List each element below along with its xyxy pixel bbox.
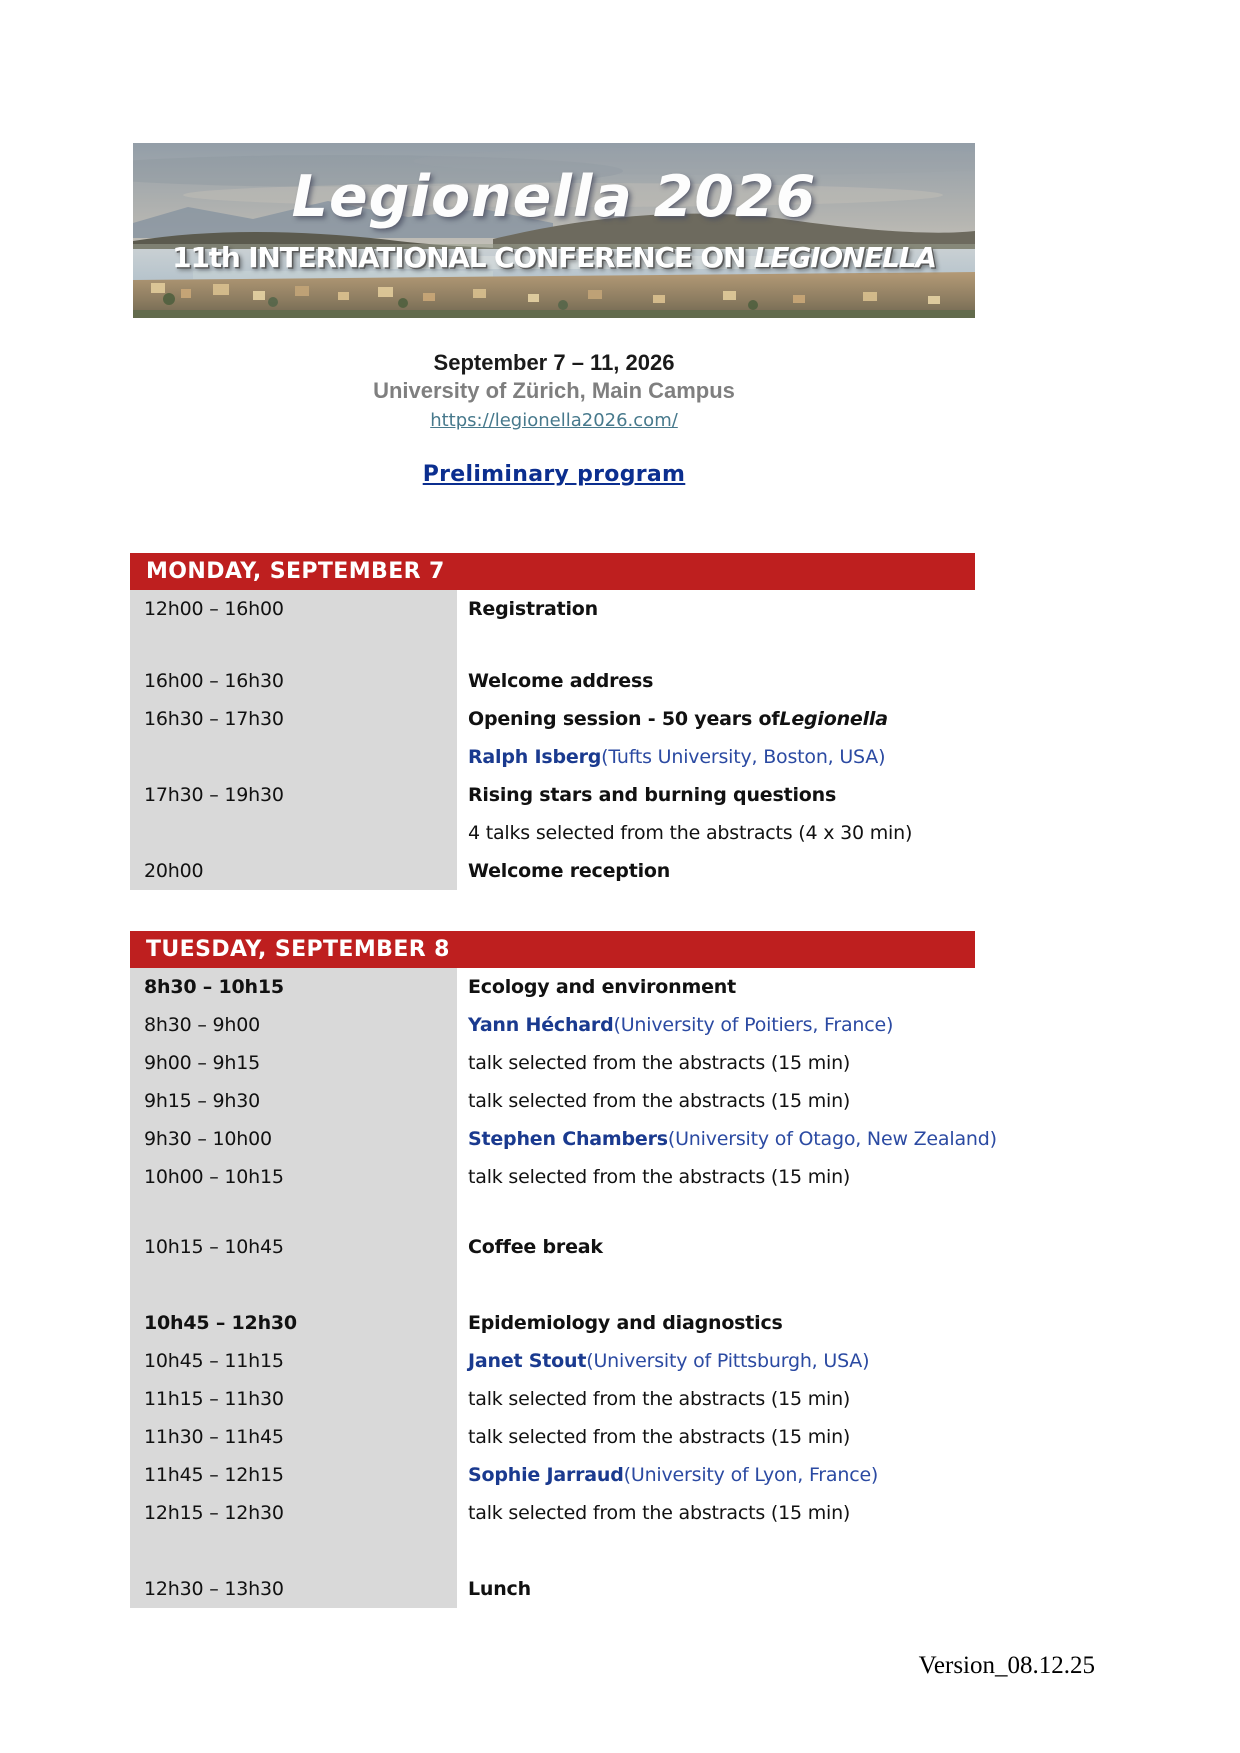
schedule-row: [130, 1418, 975, 1456]
session-cell: [457, 662, 975, 700]
session-cell: [457, 628, 975, 662]
speaker-affiliation: (Tufts University, Boston, USA): [601, 746, 886, 768]
intro-block: [133, 349, 975, 433]
session-text: Welcome address: [468, 670, 654, 692]
time-cell: 10h45 – 12h30: [130, 1304, 457, 1342]
spacer-row: [130, 628, 975, 662]
session-text: Rising stars and burning questions: [468, 784, 837, 806]
session-cell: [457, 776, 975, 814]
time-cell: [130, 1532, 457, 1570]
schedule-row: [130, 662, 975, 700]
time-cell: 16h30 – 17h30: [130, 700, 457, 738]
speaker-name: Stephen Chambers: [468, 1128, 668, 1150]
day-table-monday: [130, 553, 975, 890]
time-cell: 11h45 – 12h15: [130, 1456, 457, 1494]
schedule-row: [130, 1456, 975, 1494]
session-cell: [457, 1006, 975, 1044]
time-cell: 10h00 – 10h15: [130, 1158, 457, 1196]
session-cell: [457, 1494, 975, 1532]
session-text: talk selected from the abstracts (15 min): [468, 1090, 851, 1112]
time-cell: 8h30 – 9h00: [130, 1006, 457, 1044]
banner-title: Legionella 2026: [291, 164, 817, 230]
banner-subtitle-italic: LEGIONELLA: [753, 241, 936, 274]
schedule-row: [130, 1120, 997, 1158]
session-cell: [457, 852, 975, 890]
schedule-row: [130, 852, 975, 890]
session-cell: [457, 1380, 975, 1418]
speaker-affiliation: (University of Poitiers, France): [613, 1014, 894, 1036]
time-cell: [130, 738, 457, 776]
time-cell: 9h15 – 9h30: [130, 1082, 457, 1120]
conference-venue: University of Zürich, Main Campus: [373, 378, 735, 403]
schedule-row: [130, 1082, 975, 1120]
session-cell: [457, 1570, 975, 1608]
program-title: Preliminary program: [422, 462, 686, 487]
time-cell: [130, 814, 457, 852]
spacer-row: [130, 1196, 975, 1228]
schedule-row: [130, 1380, 975, 1418]
session-cell: [457, 738, 975, 776]
time-cell: [130, 628, 457, 662]
conference-banner: [133, 143, 975, 318]
schedule-row: [130, 590, 975, 628]
schedule-row: [130, 1158, 975, 1196]
speaker-affiliation: (University of Otago, New Zealand): [667, 1128, 997, 1150]
speaker-affiliation: (University of Lyon, France): [623, 1464, 879, 1486]
schedule-row: [130, 814, 975, 852]
session-cell: [457, 1120, 997, 1158]
session-text: Legionella: [779, 708, 888, 730]
schedule-row: [130, 1342, 975, 1380]
session-text: talk selected from the abstracts (15 min): [468, 1166, 851, 1188]
time-cell: 10h15 – 10h45: [130, 1228, 457, 1266]
session-cell: [457, 1228, 975, 1266]
session-text: talk selected from the abstracts (15 min): [468, 1502, 851, 1524]
session-cell: [457, 700, 975, 738]
day-header-monday: MONDAY, SEPTEMBER 7: [130, 553, 975, 590]
speaker-name: Janet Stout: [468, 1350, 587, 1372]
session-text: talk selected from the abstracts (15 min): [468, 1426, 851, 1448]
schedule-row: [130, 738, 975, 776]
session-cell: [457, 814, 975, 852]
session-text: 4 talks selected from the abstracts (4 x 30 min): [468, 822, 913, 844]
time-cell: [130, 1196, 457, 1228]
schedule-row: [130, 1044, 975, 1082]
speaker-affiliation: (University of Pittsburgh, USA): [586, 1350, 870, 1372]
session-cell: [457, 968, 975, 1006]
time-cell: 9h00 – 9h15: [130, 1044, 457, 1082]
session-cell: [457, 1532, 975, 1570]
time-cell: 20h00: [130, 852, 457, 890]
time-cell: 12h00 – 16h00: [130, 590, 457, 628]
session-text: Coffee break: [468, 1236, 603, 1258]
speaker-name: Yann Héchard: [468, 1014, 614, 1036]
time-cell: 9h30 – 10h00: [130, 1120, 457, 1158]
time-cell: [130, 1266, 457, 1304]
session-text: Welcome reception: [468, 860, 671, 882]
schedule-row: [130, 1006, 975, 1044]
schedule-row: [130, 1570, 975, 1608]
session-text: Lunch: [468, 1578, 531, 1600]
schedule-row: [130, 968, 975, 1006]
schedule-row: [130, 1494, 975, 1532]
speaker-name: Sophie Jarraud: [468, 1464, 624, 1486]
session-cell: [457, 1342, 975, 1380]
session-text: Epidemiology and diagnostics: [468, 1312, 783, 1334]
session-text: Ecology and environment: [468, 976, 736, 998]
time-cell: 12h15 – 12h30: [130, 1494, 457, 1532]
time-cell: 8h30 – 10h15: [130, 968, 457, 1006]
version-footer: Version_08.12.25: [918, 1652, 1095, 1679]
session-cell: [457, 1196, 975, 1228]
conference-url-link[interactable]: https://legionella2026.com/: [430, 410, 678, 431]
schedule-row: [130, 1304, 975, 1342]
spacer-row: [130, 1532, 975, 1570]
session-cell: [457, 1304, 975, 1342]
banner-subtitle: [133, 242, 975, 274]
schedule-row: [130, 776, 975, 814]
time-cell: 11h30 – 11h45: [130, 1418, 457, 1456]
session-cell: [457, 1044, 975, 1082]
spacer-row: [130, 1266, 975, 1304]
program-title-wrap: [133, 462, 975, 488]
session-cell: [457, 590, 975, 628]
session-cell: [457, 1082, 975, 1120]
day-table-tuesday: [130, 931, 997, 1608]
schedule-row: [130, 1228, 975, 1266]
session-cell: [457, 1158, 975, 1196]
session-text: talk selected from the abstracts (15 min): [468, 1388, 851, 1410]
session-cell: [457, 1266, 975, 1304]
banner-subtitle-prefix: 11th INTERNATIONAL CONFERENCE ON: [172, 241, 754, 274]
conference-dates: September 7 – 11, 2026: [433, 350, 675, 375]
session-text: talk selected from the abstracts (15 min): [468, 1052, 851, 1074]
time-cell: 11h15 – 11h30: [130, 1380, 457, 1418]
time-cell: 12h30 – 13h30: [130, 1570, 457, 1608]
time-cell: 17h30 – 19h30: [130, 776, 457, 814]
session-cell: [457, 1456, 975, 1494]
session-cell: [457, 1418, 975, 1456]
time-cell: 10h45 – 11h15: [130, 1342, 457, 1380]
day-header-tuesday: TUESDAY, SEPTEMBER 8: [130, 931, 975, 968]
speaker-name: Ralph Isberg: [468, 746, 602, 768]
time-cell: 16h00 – 16h30: [130, 662, 457, 700]
schedule-row: [130, 700, 975, 738]
session-text: Registration: [468, 598, 598, 620]
session-text: Opening session - 50 years of: [468, 708, 780, 730]
